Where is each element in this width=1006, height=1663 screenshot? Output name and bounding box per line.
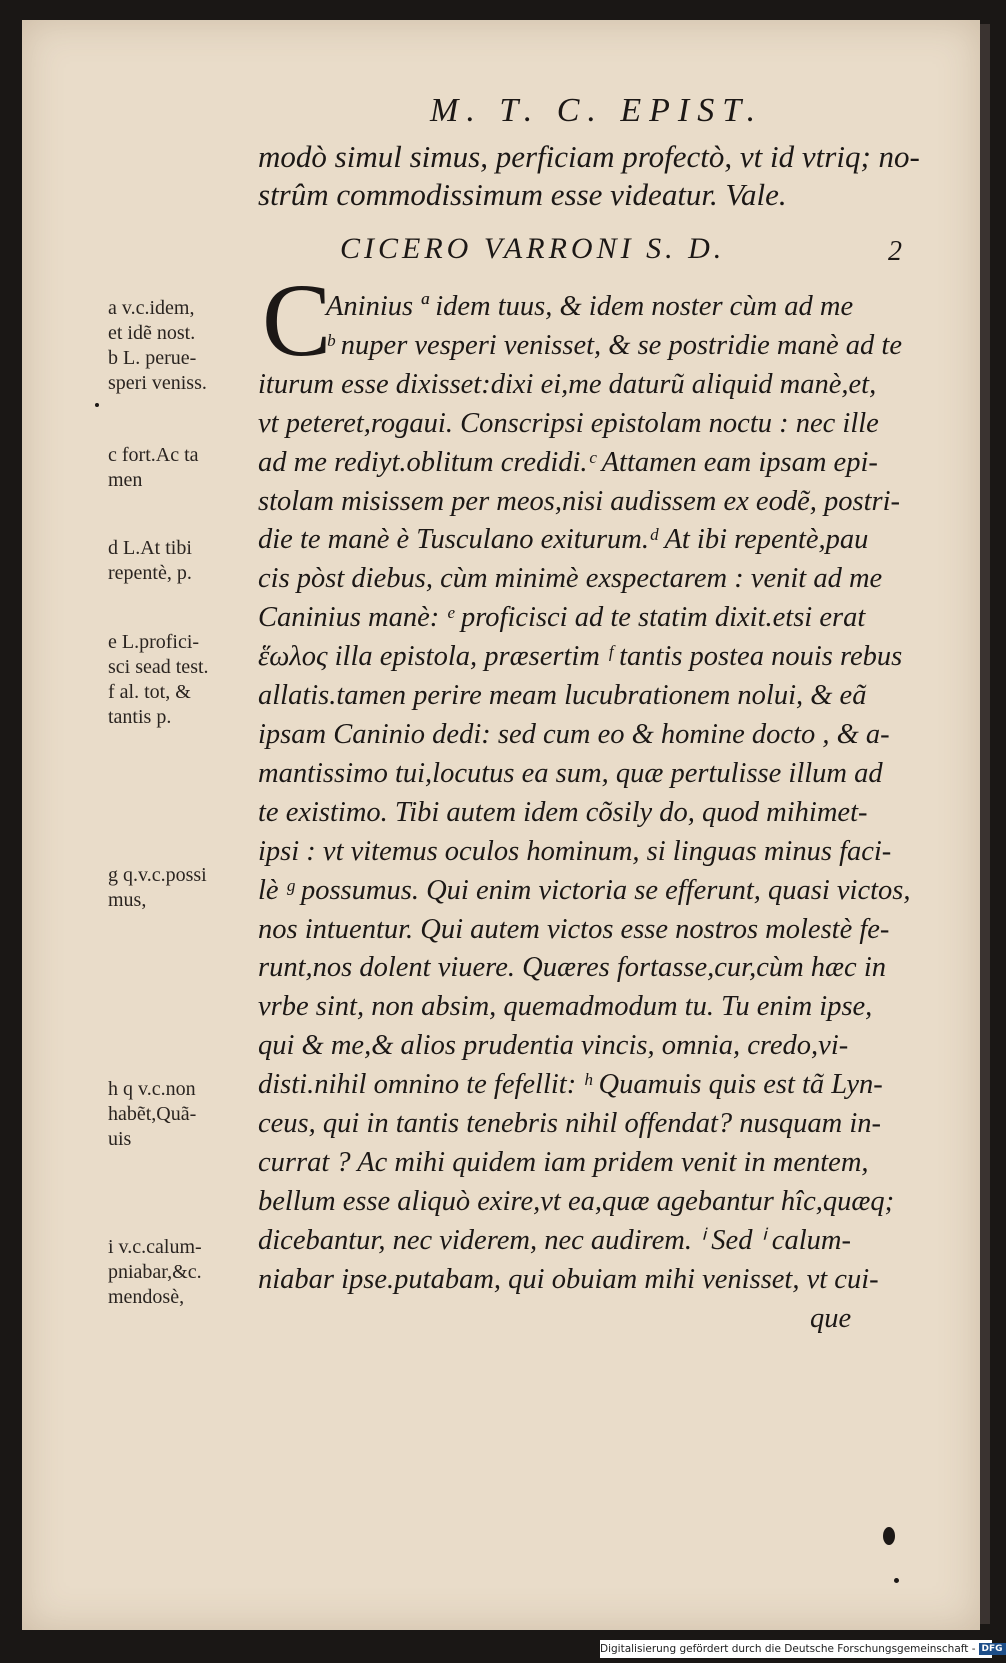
margin-note [108, 863, 258, 913]
margin-note [108, 536, 258, 586]
text-line: cis pòst diebus, cùm minimè exspectarem : venit ad me [258, 563, 883, 595]
margin-note [108, 296, 258, 396]
note-line: mendosè, [108, 1286, 185, 1308]
text-line: iturum esse dixisset:dixi ei,me daturũ aliquid manè,et, [258, 368, 877, 400]
digitization-footer [600, 1640, 1003, 1658]
text-line: allatis.tamen perire meam lucubrationem nolui, & eã [258, 680, 867, 712]
note-line: men [108, 469, 143, 491]
text-line: Aninius ª idem tuus, & idem noster cùm ad me [326, 291, 854, 322]
catchword: que [810, 1302, 852, 1334]
previous-letter-ending [258, 138, 938, 214]
drop-cap: C [262, 263, 332, 378]
text-line: ipsi : vt vitemus oculos hominum, si linguas minus faci- [258, 835, 892, 867]
text-line: vrbe sint, non absim, quemadmodum tu. Tu enim ipse, [258, 991, 873, 1023]
letter-title: CICERO VARRONI S. D. [340, 232, 726, 265]
text-line: lè ᵍ possumus. Qui enim victoria se efferunt, quasi victos, [258, 874, 911, 906]
note-line: repentè, p. [108, 562, 192, 584]
text-line: Caninius manè: ᵉ proficisci ad te statim dixit.etsi erat [258, 602, 866, 634]
text-line: niabar ipse.putabam, qui obuiam mihi venisset, vt cui- [258, 1263, 879, 1295]
note-line: mus, [108, 889, 147, 911]
margin-note [108, 1235, 258, 1310]
running-head: M. T. C. EPIST. [430, 92, 764, 129]
text-line: dicebantur, nec viderem, nec audirem. ⁱ Sed ⁱ calum- [258, 1224, 851, 1256]
note-line: sci sead test. [108, 656, 209, 678]
note-line: tantis p. [108, 706, 172, 728]
text-line: mantissimo tui,locutus ea sum, quæ pertulisse illum ad [258, 757, 883, 789]
ink-speck [95, 403, 99, 407]
letter-body [258, 288, 948, 1338]
note-line: c fort.Ac ta [108, 444, 199, 466]
text-line: currat ? Ac mihi quidem iam pridem venit in mentem, [258, 1146, 869, 1178]
note-line: speri veniss. [108, 372, 207, 394]
note-line: g q.v.c.possi [108, 864, 207, 886]
note-line: d L.At tibi [108, 537, 192, 559]
text-line: modò simul simus, perficiam profectò, vt id vtriq; no- [258, 139, 920, 174]
footer-text: Digitalisierung gefördert durch die Deutsche Forschungsgemeinschaft - [600, 1643, 976, 1655]
text-line: stolam misissem per meos,nisi audissem ex eodẽ, postri- [258, 485, 900, 517]
note-line: i v.c.calum- [108, 1236, 202, 1258]
note-line: pniabar,&c. [108, 1261, 202, 1283]
note-line: uis [108, 1128, 132, 1150]
text-line: bellum esse aliquò exire,vt ea,quæ agebantur hîc,quæq; [258, 1185, 895, 1217]
ink-blot [883, 1527, 895, 1545]
margin-note [108, 443, 258, 493]
note-line: habẽt,Quã- [108, 1103, 197, 1125]
text-line: ipsam Caninio dedi: sed cum eo & homine docto , & a- [258, 718, 890, 750]
note-line: e L.profici- [108, 631, 200, 653]
text-line: die te manè è Tusculano exiturum.ᵈ At ibi repentè,pau [258, 524, 869, 556]
text-line: ἕωλος illa epistola, præsertim ᶠ tantis postea nouis rebus [258, 641, 903, 673]
text-line: ᵇ nuper vesperi venisset, & se postridie manè ad te [326, 329, 902, 361]
text-line: disti.nihil omnino te fefellit: ʰ Quamuis quis est tã Lyn- [258, 1069, 883, 1101]
text-line: vt peteret,rogaui. Conscripsi epistolam noctu : nec ille [258, 407, 879, 439]
note-line: f al. tot, & [108, 681, 191, 703]
margin-note [108, 1077, 258, 1152]
text-line: ceus, qui in tantis tenebris nihil offendat? nusquam in- [258, 1108, 882, 1140]
note-line: et idẽ nost. [108, 322, 196, 344]
text-line: strûm commodissimum esse videatur. Vale. [258, 177, 787, 212]
text-line: runt,nos dolent viuere. Quæres fortasse,cur,cùm hæc in [258, 952, 887, 984]
text-line: te existimo. Tibi autem idem cõsily do, quod mihimet- [258, 796, 868, 828]
letter-number: 2 [888, 236, 902, 267]
text-line: qui & me,& alios prudentia vincis, omnia, credo,vi- [258, 1030, 849, 1062]
text-line: nos intuentur. Qui autem victos esse nostros molestè fe- [258, 913, 890, 945]
note-line: b L. perue- [108, 347, 197, 369]
ink-speck [894, 1578, 899, 1583]
margin-note [108, 630, 258, 730]
text-line: ad me rediyt.oblitum credidi.ᶜ Attamen eam ipsam epi- [258, 446, 878, 478]
dfg-logo-icon: DFG [979, 1643, 1006, 1655]
note-line: h q v.c.non [108, 1078, 196, 1100]
page-edge [980, 24, 990, 1624]
note-line: a v.c.idem, [108, 297, 195, 319]
